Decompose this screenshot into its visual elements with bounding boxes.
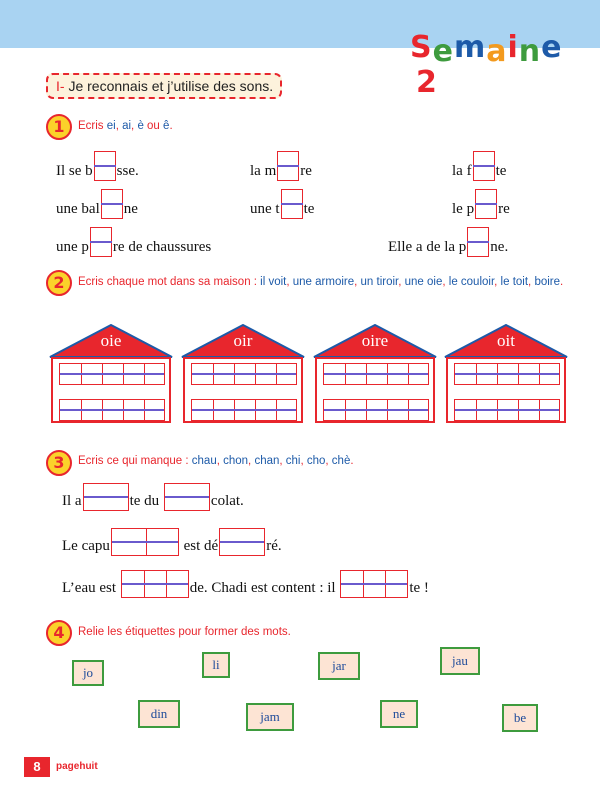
week-letter: m bbox=[453, 30, 487, 65]
line-text: sse. bbox=[116, 163, 139, 179]
instr-text: Ecris chaque mot dans sa maison : bbox=[78, 276, 261, 288]
line-text: une p bbox=[56, 239, 89, 255]
line-text: te ! bbox=[409, 580, 429, 596]
line-text: colat. bbox=[210, 493, 244, 509]
fill-line bbox=[452, 189, 510, 219]
instr-word: boire bbox=[534, 276, 561, 288]
fill-line bbox=[250, 189, 314, 219]
page-label: pagehuit bbox=[56, 761, 98, 772]
page-number: 8 bbox=[24, 757, 50, 777]
word-house bbox=[180, 324, 306, 424]
fill-line bbox=[388, 227, 508, 257]
house-label: oir bbox=[233, 331, 253, 350]
exercise-instruction bbox=[78, 118, 173, 135]
line-text: de. Chadi est content : il bbox=[189, 580, 336, 596]
answer-box[interactable] bbox=[94, 151, 116, 181]
section-number: I- bbox=[56, 78, 65, 94]
instr-sep: . bbox=[169, 120, 173, 132]
instr-option: chon bbox=[223, 455, 249, 467]
exercise-badge: 3 bbox=[46, 450, 72, 476]
instr-option: cho bbox=[306, 455, 326, 467]
house-body bbox=[315, 357, 435, 423]
fill-line bbox=[452, 151, 506, 181]
exercise-instruction: Ecris ce qui manque : chau, chon, chan, chi, cho, chè. bbox=[78, 455, 354, 467]
instr-text: Ecris bbox=[78, 120, 107, 132]
fill-line bbox=[62, 570, 429, 598]
answer-box[interactable] bbox=[101, 189, 123, 219]
line-text: est dé bbox=[183, 538, 219, 554]
writing-grid[interactable] bbox=[191, 399, 297, 421]
section-title-text: Je reconnais et j’utilise des sons. bbox=[68, 78, 274, 94]
line-text: ne bbox=[123, 201, 138, 217]
instr-word: une armoire bbox=[292, 276, 355, 288]
syllable-tag[interactable]: jau bbox=[440, 647, 480, 675]
exercise-badge: 1 bbox=[46, 114, 72, 140]
line-text: Elle a de la p bbox=[388, 239, 467, 255]
section-title bbox=[46, 73, 282, 99]
answer-box[interactable] bbox=[277, 151, 299, 181]
writing-grid[interactable] bbox=[59, 399, 165, 421]
line-text: re de chaussures bbox=[112, 239, 212, 255]
week-title bbox=[410, 30, 600, 100]
exercise-badge: 2 bbox=[46, 270, 72, 296]
fill-line bbox=[62, 528, 282, 556]
answer-box[interactable] bbox=[83, 483, 129, 511]
word-house bbox=[48, 324, 174, 424]
line-text: le p bbox=[452, 201, 475, 217]
instr-option: ei bbox=[106, 120, 116, 132]
answer-box[interactable] bbox=[473, 151, 495, 181]
instr-option: ê bbox=[163, 120, 170, 132]
answer-box[interactable] bbox=[219, 528, 265, 556]
instr-word: le couloir bbox=[448, 276, 495, 288]
instr-option: chi bbox=[285, 455, 301, 467]
answer-box[interactable] bbox=[467, 227, 489, 257]
syllable-tag[interactable]: jam bbox=[246, 703, 294, 731]
instr-sep: , bbox=[131, 120, 138, 132]
answer-box[interactable] bbox=[164, 483, 210, 511]
week-letter: n bbox=[518, 34, 542, 69]
fill-line bbox=[62, 483, 244, 511]
instr-option: chau bbox=[191, 455, 217, 467]
exercise-instruction: Relie les étiquettes pour former des mots. bbox=[78, 626, 291, 638]
line-text: te bbox=[303, 201, 315, 217]
line-text: L’eau est bbox=[62, 580, 117, 596]
answer-box[interactable] bbox=[111, 528, 179, 556]
instr-option: ai bbox=[122, 120, 132, 132]
house-label: oie bbox=[100, 331, 122, 350]
instr-option: chan bbox=[254, 455, 280, 467]
line-text: Il se b bbox=[56, 163, 93, 179]
line-text: te du bbox=[129, 493, 160, 509]
fill-line bbox=[56, 227, 211, 257]
week-letter: e bbox=[432, 34, 454, 69]
syllable-tag[interactable]: jar bbox=[318, 652, 360, 680]
instr-word: le toit bbox=[500, 276, 529, 288]
fill-line bbox=[56, 189, 138, 219]
fill-line bbox=[56, 151, 139, 181]
house-label: oire bbox=[361, 331, 389, 350]
line-text: la f bbox=[452, 163, 472, 179]
week-number: 2 bbox=[416, 65, 438, 100]
instr-sep: ou bbox=[143, 120, 164, 132]
instr-option: chè bbox=[331, 455, 351, 467]
syllable-tag[interactable]: ne bbox=[380, 700, 418, 728]
writing-grid[interactable] bbox=[323, 363, 429, 385]
line-text: ne. bbox=[490, 239, 509, 255]
fill-line bbox=[250, 151, 312, 181]
house-label: oit bbox=[497, 331, 515, 350]
line-text: re bbox=[498, 201, 510, 217]
answer-box[interactable] bbox=[281, 189, 303, 219]
instr-sep: , bbox=[115, 120, 123, 132]
line-text: la m bbox=[250, 163, 277, 179]
house-body bbox=[446, 357, 566, 423]
syllable-tag[interactable]: be bbox=[502, 704, 538, 732]
line-text: une t bbox=[250, 201, 280, 217]
instr-word: il voit bbox=[260, 276, 287, 288]
line-text: re bbox=[300, 163, 312, 179]
word-house bbox=[443, 324, 569, 424]
instr-option: è bbox=[137, 120, 144, 132]
answer-box[interactable] bbox=[90, 227, 112, 257]
syllable-tag[interactable]: li bbox=[202, 652, 230, 678]
writing-grid[interactable] bbox=[454, 399, 560, 421]
instr-word: une oie bbox=[404, 276, 443, 288]
exercise-instruction: Ecris chaque mot dans sa maison : il voit, une armoire, un tiroir, une oie, le couloir, le toit, boire. bbox=[78, 276, 564, 288]
line-text: une bal bbox=[56, 201, 100, 217]
line-text: Le capu bbox=[62, 538, 110, 554]
house-body bbox=[51, 357, 171, 423]
syllable-tag[interactable]: din bbox=[138, 700, 180, 728]
instr-text: Ecris ce qui manque : bbox=[78, 455, 192, 467]
week-letter: i bbox=[507, 30, 519, 65]
word-house bbox=[312, 324, 438, 424]
week-letter: S bbox=[410, 30, 433, 65]
week-letter: e bbox=[541, 30, 563, 65]
house-body bbox=[183, 357, 303, 423]
syllable-tag[interactable]: jo bbox=[72, 660, 104, 686]
line-text: Il a bbox=[62, 493, 82, 509]
answer-box[interactable] bbox=[121, 570, 189, 598]
answer-box[interactable] bbox=[475, 189, 497, 219]
instr-word: un tiroir bbox=[360, 276, 399, 288]
exercise-badge: 4 bbox=[46, 620, 72, 646]
answer-box[interactable] bbox=[340, 570, 408, 598]
line-text: te bbox=[495, 163, 507, 179]
writing-grid[interactable] bbox=[191, 363, 297, 385]
line-text: ré. bbox=[266, 538, 282, 554]
writing-grid[interactable] bbox=[454, 363, 560, 385]
writing-grid[interactable] bbox=[323, 399, 429, 421]
writing-grid[interactable] bbox=[59, 363, 165, 385]
week-letter: a bbox=[486, 34, 508, 69]
